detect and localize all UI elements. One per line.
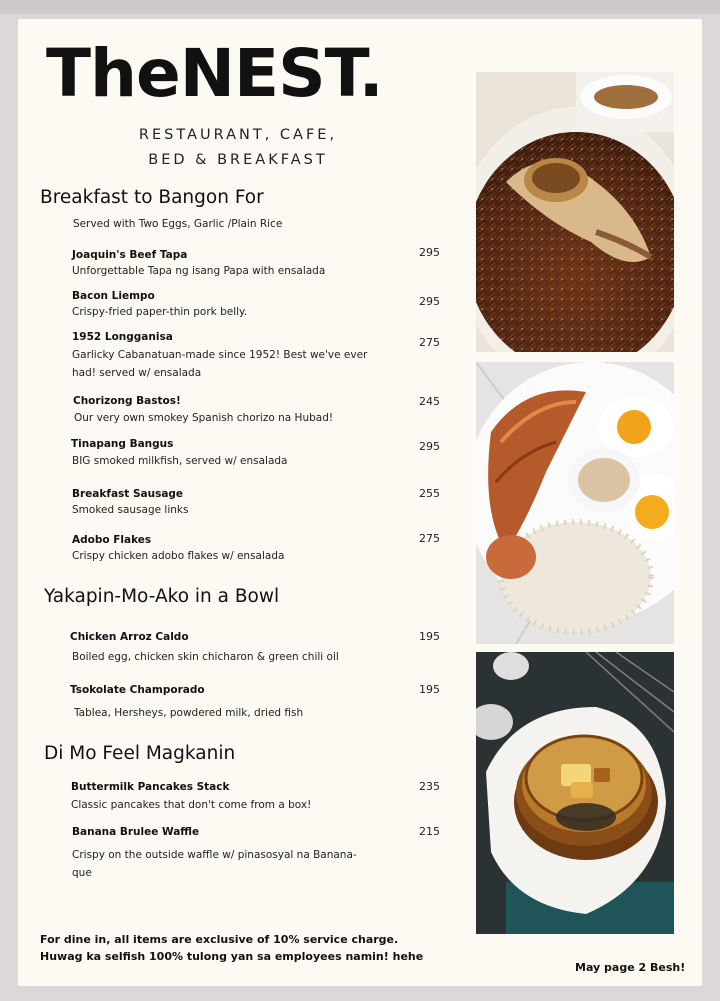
menu-item-price: 295 — [419, 440, 440, 453]
menu-item-name: Chicken Arroz Caldo — [70, 631, 189, 643]
tagline-line-1: RESTAURANT, CAFE, — [138, 127, 338, 143]
menu-item-price: 275 — [419, 532, 440, 545]
menu-item-desc: Classic pancakes that don't come from a box! — [71, 799, 312, 811]
top-edge — [0, 0, 720, 14]
menu-item-desc: Boiled egg, chicken skin chicharon & green chili oil — [72, 651, 339, 663]
menu-item-desc: Garlicky Cabanatuan-made since 1952! Best we've ever had! served w/ ensalada — [72, 349, 368, 379]
menu-item-name: 1952 Longganisa — [72, 331, 173, 343]
menu-item-name: Chorizong Bastos! — [73, 395, 181, 407]
menu-item-name: Tsokolate Champorado — [70, 684, 205, 696]
menu-item-desc: Smoked sausage links — [72, 504, 189, 516]
section-title-no-rice: Di Mo Feel Magkanin — [44, 743, 236, 764]
menu-item-name: Buttermilk Pancakes Stack — [71, 781, 230, 793]
menu-item-price: 215 — [419, 825, 440, 838]
menu-item-desc: Crispy chicken adobo flakes w/ ensalada — [72, 550, 285, 562]
menu-item-desc: Unforgettable Tapa ng isang Papa with ensalada — [72, 265, 326, 277]
menu-item-price: 295 — [419, 246, 440, 259]
section-title-bowl: Yakapin-Mo-Ako in a Bowl — [44, 586, 280, 607]
menu-item-price: 295 — [419, 295, 440, 308]
footer-line-2: Huwag ka selfish 100% tulong yan sa employees namin! hehe — [40, 950, 424, 963]
menu-item-name: Tinapang Bangus — [71, 438, 174, 450]
section-title-breakfast: Breakfast to Bangon For — [40, 187, 264, 208]
section-note: Served with Two Eggs, Garlic /Plain Rice — [73, 218, 283, 230]
menu-item-name: Breakfast Sausage — [72, 488, 184, 500]
menu-item-price: 275 — [419, 336, 440, 349]
menu-item-desc: Crispy on the outside waffle w/ pinasosyal na Banana-que — [72, 849, 357, 879]
menu-item-price: 195 — [419, 683, 440, 696]
photo-beef-tapa — [476, 72, 674, 352]
menu-item-name: Joaquin's Beef Tapa — [72, 249, 188, 261]
service-charge-note — [40, 931, 423, 965]
tagline-line-2: BED & BREAKFAST — [148, 152, 328, 168]
menu-item-name: Bacon Liempo — [72, 290, 155, 302]
photo-pancakes — [476, 652, 674, 934]
logo: TheNEST. — [46, 35, 383, 112]
menu-item-name: Adobo Flakes — [72, 534, 152, 546]
menu-item-price: 255 — [419, 487, 440, 500]
menu-item-desc: Tablea, Hersheys, powdered milk, dried fish — [74, 707, 304, 719]
next-page-note: May page 2 Besh! — [575, 961, 686, 974]
menu-item-desc: BIG smoked milkfish, served w/ ensalada — [72, 455, 288, 467]
menu-item-price: 195 — [419, 630, 440, 643]
menu-item-desc: Crispy-fried paper-thin pork belly. — [72, 306, 248, 318]
menu-item-desc: Our very own smokey Spanish chorizo na Hubad! — [74, 412, 334, 424]
photo-tinapang-bangus — [476, 362, 674, 644]
footer-line-1: For dine in, all items are exclusive of 10% service charge. — [40, 933, 399, 946]
menu-item-name: Banana Brulee Waffle — [72, 826, 200, 838]
menu-item-price: 235 — [419, 780, 440, 793]
menu-item-price: 245 — [419, 395, 440, 408]
menu-page — [18, 19, 702, 986]
tagline — [128, 123, 348, 173]
